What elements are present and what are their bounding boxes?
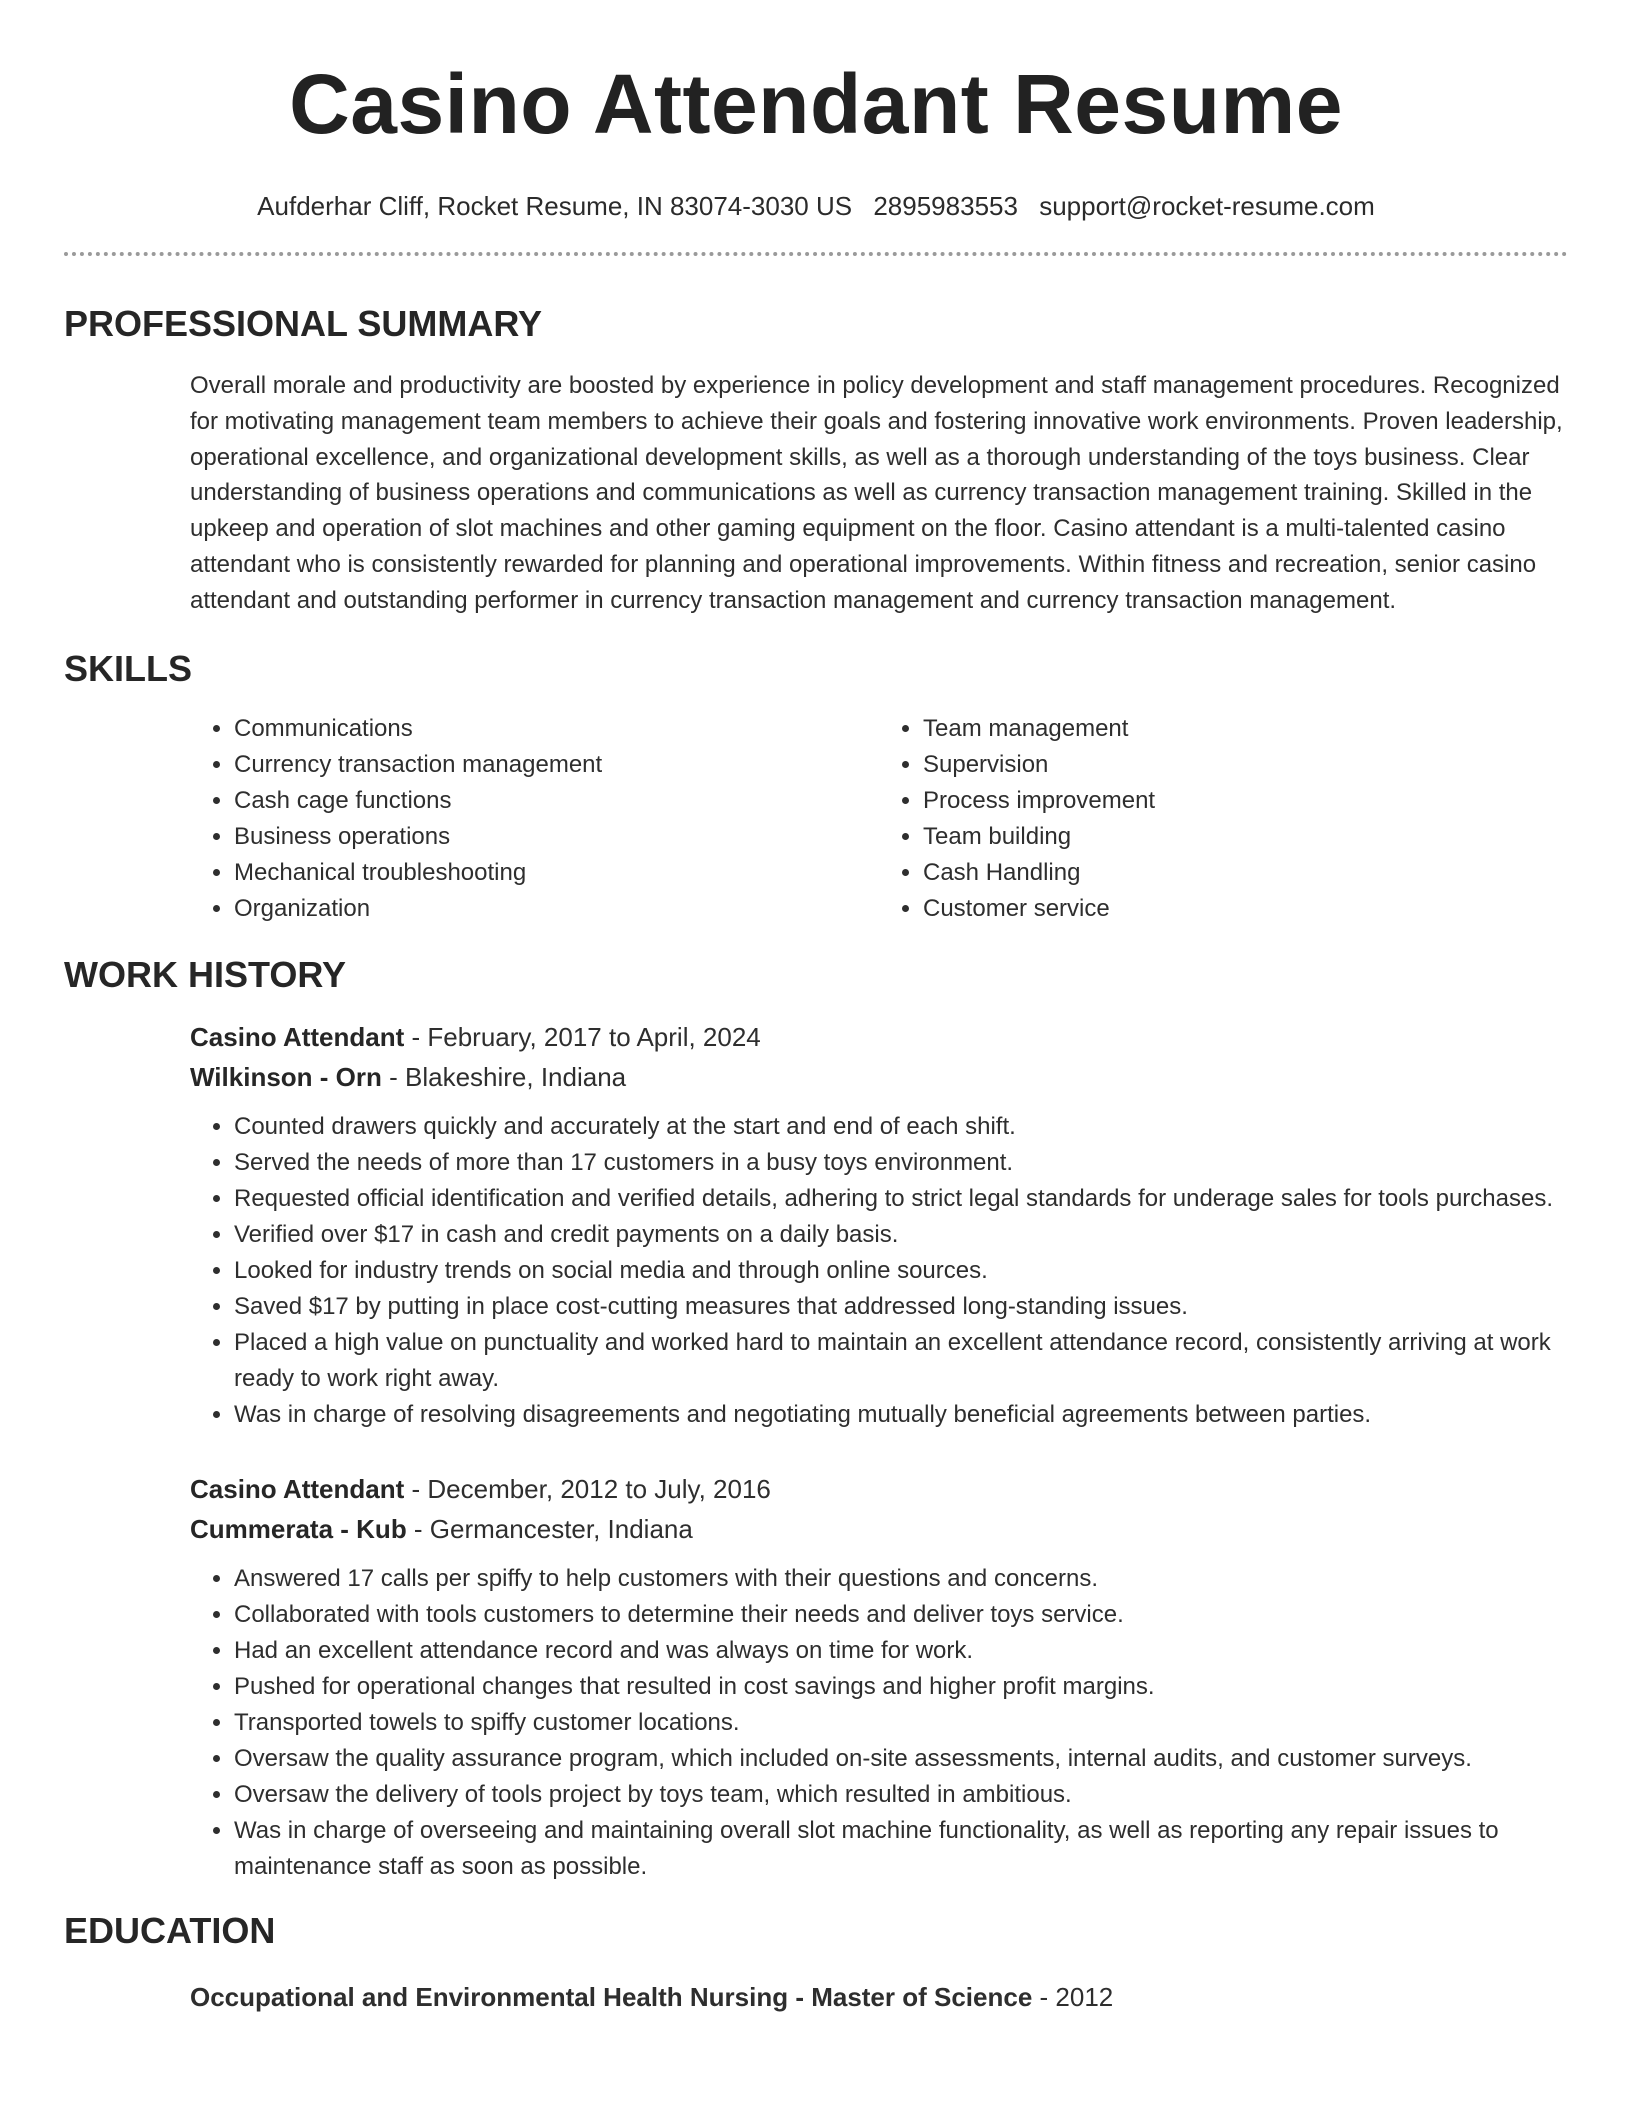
resume-title: Casino Attendant Resume	[289, 57, 1343, 151]
job-title-line	[190, 1469, 1568, 1509]
job-bullet: • Pushed for operational changes that resulted in cost savings and higher profit margins.	[234, 1669, 1568, 1705]
job-bullet: • Oversaw the delivery of tools project by toys team, which resulted in ambitious.	[234, 1777, 1568, 1813]
skill-item: • Supervision	[923, 747, 1568, 783]
job-bullet: • Saved $17 by putting in place cost-cutting measures that addressed long-standing issues.	[234, 1289, 1568, 1325]
skill-item: • Currency transaction management	[234, 747, 879, 783]
skills-column-right	[879, 711, 1568, 927]
education-degree: Occupational and Environmental Health Nursing - Master of Science	[190, 1981, 1033, 2012]
contact-line	[64, 190, 1568, 222]
education-entry	[190, 1977, 1568, 2017]
skill-item: • Process improvement	[923, 783, 1568, 819]
header-divider	[64, 252, 1568, 256]
job-company-line	[190, 1057, 1568, 1097]
job-bullets	[190, 1561, 1568, 1885]
contact-phone: 2895983553	[873, 191, 1018, 221]
job-bullet: • Requested official identification and verified details, adhering to strict legal standards for underage sales for tools purchases.	[234, 1181, 1568, 1217]
education-degree-line	[190, 1977, 1568, 2017]
job-bullet: • Answered 17 calls per spiffy to help customers with their questions and concerns.	[234, 1561, 1568, 1597]
job-company-line	[190, 1509, 1568, 1549]
section-title-skills: SKILLS	[64, 647, 193, 689]
skill-item: • Organization	[234, 891, 879, 927]
job-bullet: • Was in charge of resolving disagreements and negotiating mutually beneficial agreements between parties.	[234, 1397, 1568, 1433]
skill-item: • Team management	[923, 711, 1568, 747]
skill-item: • Team building	[923, 819, 1568, 855]
job-location: - Blakeshire, Indiana	[381, 1061, 627, 1092]
job-dates: - December, 2012 to July, 2016	[404, 1473, 771, 1504]
skill-item: • Communications	[234, 711, 879, 747]
job-company: Cummerata - Kub	[190, 1513, 407, 1544]
job-company: Wilkinson - Orn	[190, 1061, 382, 1092]
job-location: - Germancester, Indiana	[406, 1513, 693, 1544]
skills-column-left	[190, 711, 879, 927]
job-bullet: • Placed a high value on punctuality and worked hard to maintain an excellent attendance record, consistently arriving at work ready to work right away.	[234, 1325, 1568, 1397]
education-year: - 2012	[1032, 1981, 1114, 2012]
job-bullet: • Had an excellent attendance record and was always on time for work.	[234, 1633, 1568, 1669]
job-bullet: • Was in charge of overseeing and maintaining overall slot machine functionality, as well as reporting any repair issues to maintenance staff as soon as possible.	[234, 1813, 1568, 1885]
job-entry	[190, 1469, 1568, 1885]
job-bullet: • Transported towels to spiffy customer locations.	[234, 1705, 1568, 1741]
job-bullets	[190, 1109, 1568, 1433]
job-bullet: • Collaborated with tools customers to determine their needs and deliver toys service.	[234, 1597, 1568, 1633]
section-title-education: EDUCATION	[64, 1909, 276, 1951]
job-dates: - February, 2017 to April, 2024	[404, 1021, 761, 1052]
job-title: Casino Attendant	[190, 1473, 405, 1504]
skill-item: • Cash cage functions	[234, 783, 879, 819]
summary-paragraph: Overall morale and productivity are boosted by experience in policy development and staff management procedures. Recognized for motivating management team members to achieve their goals and fostering innovative work environments. Proven leadership, operational excellence, and organizational development skills, as well as a thorough understanding of the toys business. Clear understanding of business operations and communications as well as currency transaction management training. Skilled in the upkeep and operation of slot machines and other gaming equipment on the floor. Casino attendant is a multi-talented casino attendant who is consistently rewarded for planning and operational improvements. Within fitness and recreation, senior casino attendant and outstanding performer in currency transaction management and currency transaction management.	[190, 372, 1563, 614]
job-title: Casino Attendant	[190, 1021, 405, 1052]
skill-item: • Customer service	[923, 891, 1568, 927]
skill-item: • Business operations	[234, 819, 879, 855]
section-title-work-history: WORK HISTORY	[64, 953, 347, 995]
job-entry	[190, 1017, 1568, 1433]
job-bullet: • Counted drawers quickly and accurately at the start and end of each shift.	[234, 1109, 1568, 1145]
job-bullet: • Verified over $17 in cash and credit payments on a daily basis.	[234, 1217, 1568, 1253]
section-title-summary: PROFESSIONAL SUMMARY	[64, 303, 543, 344]
skill-item: • Cash Handling	[923, 855, 1568, 891]
job-bullet: • Looked for industry trends on social media and through online sources.	[234, 1253, 1568, 1289]
contact-address: Aufderhar Cliff, Rocket Resume, IN 83074-3030 US	[257, 191, 853, 221]
skills-grid	[190, 711, 1568, 927]
job-bullet: • Served the needs of more than 17 customers in a busy toys environment.	[234, 1145, 1568, 1181]
contact-email: support@rocket-resume.com	[1039, 191, 1375, 221]
job-title-line	[190, 1017, 1568, 1057]
job-bullet: • Oversaw the quality assurance program, which included on-site assessments, internal audits, and customer surveys.	[234, 1741, 1568, 1777]
skill-item: • Mechanical troubleshooting	[234, 855, 879, 891]
